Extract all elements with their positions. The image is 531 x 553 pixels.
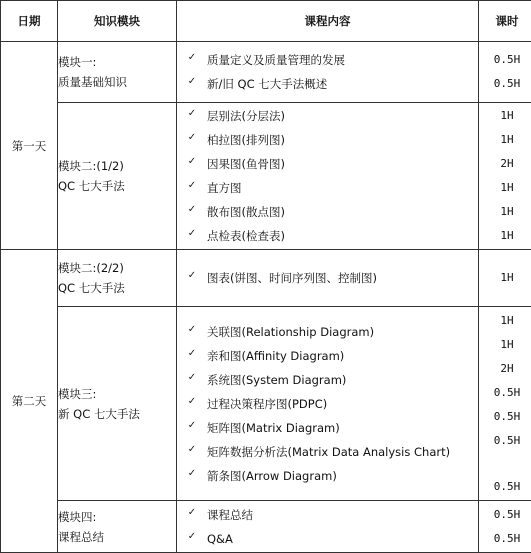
item-text: 系统图(System Diagram) (207, 372, 347, 387)
check-icon: ✓ (187, 506, 197, 518)
hours-value: 0.5H (493, 433, 521, 447)
hours-value: 0.5H (493, 531, 521, 545)
check-icon: ✓ (187, 156, 197, 167)
list-item (177, 104, 478, 128)
list-item (177, 176, 478, 200)
day-cell: 第二天 (1, 250, 58, 553)
check-icon: ✓ (187, 108, 197, 119)
hours-cell (479, 103, 531, 250)
hours-value: 1H (500, 313, 514, 327)
check-icon: ✓ (187, 467, 197, 479)
table-row (1, 250, 531, 307)
list-item (177, 320, 478, 344)
hours-value: 0.5H (493, 409, 521, 423)
check-icon: ✓ (187, 76, 197, 87)
item-text: 点检表(检查表) (207, 229, 285, 243)
list-item (177, 440, 478, 464)
item-text: 关联图(Relationship Diagram) (207, 324, 375, 339)
check-icon: ✓ (187, 132, 197, 143)
item-text: 箭条图(Arrow Diagram) (207, 468, 337, 483)
module-cell (58, 42, 177, 103)
content-cell (177, 501, 479, 553)
hours-value: 1H (500, 133, 514, 146)
hours-value: 1H (500, 337, 514, 351)
module-cell (58, 103, 177, 250)
module-title: 模块四: (58, 509, 97, 524)
hours-value: 1H (500, 109, 514, 122)
item-text: 层别法(分层法) (207, 109, 285, 123)
module-subtitle: QC 七大手法 (58, 281, 125, 295)
content-cell (177, 103, 479, 250)
item-text: 矩阵图(Matrix Diagram) (207, 420, 340, 435)
check-icon: ✓ (187, 180, 197, 191)
check-icon: ✓ (187, 228, 197, 239)
hours-value: 1H (500, 181, 514, 194)
check-icon: ✓ (187, 530, 197, 542)
item-text: 质量定义及质量管理的发展 (207, 53, 345, 67)
check-icon: ✓ (187, 443, 197, 455)
check-icon: ✓ (187, 419, 197, 431)
list-item (177, 527, 478, 551)
hours-value: 0.5H (493, 479, 521, 493)
item-text: Q&A (207, 531, 233, 546)
module-cell (58, 250, 177, 307)
module-subtitle: 课程总结 (58, 529, 104, 544)
item-text: 散布图(散点图) (207, 205, 285, 219)
item-text: 亲和图(Affinity Diagram) (207, 348, 345, 363)
module-cell (58, 307, 177, 501)
check-icon: ✓ (187, 323, 197, 335)
item-text: 课程总结 (207, 507, 253, 522)
item-text: 柏拉图(排列图) (207, 133, 285, 147)
check-icon: ✓ (187, 395, 197, 407)
module-title: 模块二:(2/2) (58, 261, 124, 275)
header-row (1, 1, 531, 42)
check-icon: ✓ (187, 204, 197, 215)
table-row (1, 501, 531, 553)
hours-cell (479, 501, 531, 553)
header-module: 知识模块 (58, 1, 177, 42)
hours-value: 0.5H (493, 385, 521, 399)
hours-value: 0.5H (493, 53, 521, 66)
item-text: 因果图(鱼骨图) (207, 157, 285, 171)
header-date: 日期 (1, 1, 58, 42)
list-item (177, 266, 478, 290)
hours-cell (479, 42, 531, 103)
list-item (177, 200, 478, 224)
item-text: 矩阵数据分析法(Matrix Data Analysis Chart) (207, 444, 451, 459)
item-text: 图表(饼图、时间序列图、控制图) (207, 271, 377, 285)
item-text: 新/旧 QC 七大手法概述 (207, 77, 328, 91)
check-icon: ✓ (187, 347, 197, 359)
module-title: 模块一: (58, 55, 97, 69)
hours-value: 2H (500, 157, 514, 170)
list-item (177, 392, 478, 416)
day-cell: 第一天 (1, 42, 58, 250)
hours-cell (479, 307, 531, 501)
item-text: 直方图 (207, 181, 242, 195)
table-row (1, 307, 531, 501)
list-item (177, 224, 478, 248)
module-title: 模块三: (58, 386, 97, 401)
module-subtitle: QC 七大手法 (58, 179, 125, 193)
hours-value: 1H (500, 229, 514, 242)
list-item (177, 72, 478, 96)
module-cell (58, 501, 177, 553)
check-icon: ✓ (187, 52, 197, 63)
content-cell (177, 42, 479, 103)
list-item (177, 368, 478, 392)
header-content: 课程内容 (177, 1, 479, 42)
check-icon: ✓ (187, 371, 197, 383)
list-item (177, 128, 478, 152)
hours-cell (479, 250, 531, 307)
table-row (1, 103, 531, 250)
table-row (1, 42, 531, 103)
list-item (177, 416, 478, 440)
list-item (177, 503, 478, 527)
hours-value: 1H (500, 271, 514, 284)
hours-value: 0.5H (493, 507, 521, 521)
content-cell (177, 307, 479, 501)
module-subtitle: 新 QC 七大手法 (58, 406, 140, 421)
item-text: 过程决策程序图(PDPC) (207, 396, 328, 411)
module-title: 模块二:(1/2) (58, 159, 124, 173)
list-item (177, 464, 478, 488)
list-item (177, 48, 478, 72)
content-cell (177, 250, 479, 307)
hours-value: 2H (500, 361, 514, 375)
header-hours: 课时 (479, 1, 531, 42)
list-item (177, 344, 478, 368)
check-icon: ✓ (187, 270, 197, 281)
list-item (177, 152, 478, 176)
hours-value: 1H (500, 205, 514, 218)
module-subtitle: 质量基础知识 (58, 75, 127, 89)
hours-value: 0.5H (493, 77, 521, 90)
